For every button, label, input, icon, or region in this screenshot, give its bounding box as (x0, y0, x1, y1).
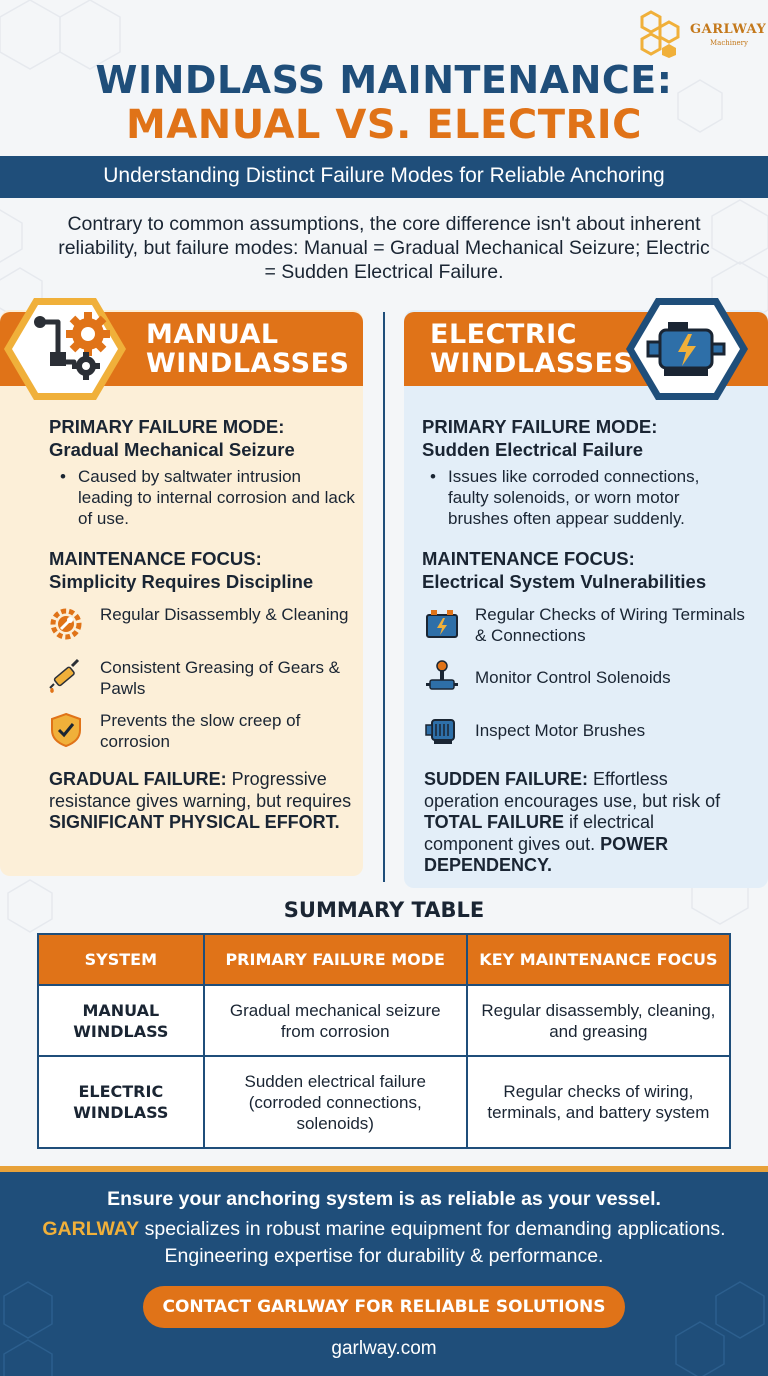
motor-icon (424, 712, 460, 748)
manual-item-3: Prevents the slow creep of corrosion (100, 711, 301, 751)
table-cell-maintenance: Regular checks of wiring, terminals, and battery system (467, 1056, 730, 1148)
table-row (38, 1056, 730, 1148)
electric-failure-note (424, 769, 744, 877)
logo-name: GARLWAY (690, 22, 767, 37)
electric-note-label: SUDDEN FAILURE: (424, 769, 589, 789)
solenoid-icon (424, 659, 460, 695)
manual-header-line1: MANUAL (146, 319, 279, 350)
manual-note-text: Progressive resistance gives warning, but requires (49, 769, 352, 811)
electric-item-3: Inspect Motor Brushes (475, 721, 646, 740)
table-header-maintenance: KEY MAINTENANCE FOCUS (467, 934, 730, 985)
intro-text: Contrary to common assumptions, the core difference isn't about inherent reliability, but failure modes: Manual = Gradual Mechanical Seizure; Electric = Sudden Electrical Failure. (58, 213, 710, 283)
electric-item-2: Monitor Control Solenoids (475, 668, 671, 687)
table-cell-failure: Sudden electrical failure (corroded connections, solenoids) (204, 1056, 467, 1148)
manual-failure-bullet: • Caused by saltwater intrusion leading to internal corrosion and lack of use. (78, 466, 358, 529)
manual-failure-subheading: Gradual Mechanical Seizure (49, 439, 295, 460)
battery-icon (424, 606, 460, 642)
manual-focus-heading: MAINTENANCE FOCUS: (49, 548, 262, 569)
honeycomb-logo-icon (638, 10, 690, 58)
grease-gun-icon (46, 658, 82, 694)
electric-focus-subheading: Electrical System Vulnerabilities (422, 571, 707, 592)
manual-failure-note (49, 769, 354, 834)
subtitle-band (0, 156, 768, 198)
website-link[interactable]: garlway.com (331, 1338, 437, 1359)
manual-crank-gear-icon (0, 292, 130, 406)
electric-item-1: Regular Checks of Wiring Terminals & Connections (475, 605, 745, 645)
manual-header-line2: WINDLASSES (146, 348, 350, 379)
footer-description (30, 1216, 738, 1270)
shield-check-icon (48, 712, 84, 748)
table-row (38, 985, 730, 1056)
electric-failure-bullet: • Issues like corroded connections, faulty solenoids, or worn motor brushes often appear suddenly. (448, 466, 738, 529)
summary-table (37, 933, 731, 1149)
electric-header-line1: ELECTRIC (430, 319, 577, 350)
table-cell-failure: Gradual mechanical seizure from corrosion (204, 985, 467, 1056)
electric-note-text2: if electrical component gives out. (424, 812, 655, 854)
garlway-logo (638, 10, 767, 58)
electric-note-emphasis2: POWER DEPENDENCY. (424, 833, 669, 875)
manual-item-2: Consistent Greasing of Gears & Pawls (100, 658, 341, 698)
footer (0, 1172, 768, 1376)
table-cell-system: MANUAL WINDLASS (38, 985, 204, 1056)
footer-headline: Ensure your anchoring system is as reliable as your vessel. (107, 1188, 661, 1210)
manual-failure-heading: PRIMARY FAILURE MODE: (49, 416, 285, 437)
electric-note-emphasis: TOTAL FAILURE (424, 812, 565, 832)
page-title-line2: MANUAL VS. ELECTRIC (125, 102, 643, 148)
manual-item-1: Regular Disassembly & Cleaning (100, 605, 349, 624)
footer-brand: GARLWAY (42, 1218, 140, 1240)
table-header-failure-mode: PRIMARY FAILURE MODE (204, 934, 467, 985)
manual-note-label: GRADUAL FAILURE: (49, 769, 227, 789)
electric-note-text: Effortless operation encourages use, but risk of (424, 769, 721, 811)
table-cell-maintenance: Regular disassembly, cleaning, and greasing (467, 985, 730, 1056)
contact-button[interactable]: CONTACT GARLWAY FOR RELIABLE SOLUTIONS (143, 1286, 625, 1328)
electric-header-line2: WINDLASSES (430, 348, 634, 379)
table-header-system: SYSTEM (38, 934, 204, 985)
manual-note-emphasis: SIGNIFICANT PHYSICAL EFFORT. (49, 812, 340, 832)
page-title-line1: WINDLASS MAINTENANCE: (95, 58, 673, 102)
electric-failure-heading: PRIMARY FAILURE MODE: (422, 416, 658, 437)
logo-subtitle: Machinery (710, 39, 748, 47)
electric-motor-badge-icon (622, 292, 752, 406)
wrench-gear-icon (48, 606, 84, 642)
summary-table-title: SUMMARY TABLE (283, 898, 485, 922)
table-cell-system: ELECTRIC WINDLASS (38, 1056, 204, 1148)
subtitle: Understanding Distinct Failure Modes for Reliable Anchoring (103, 164, 665, 187)
manual-focus-subheading: Simplicity Requires Discipline (49, 571, 314, 592)
footer-description-text: specializes in robust marine equipment for demanding applications. Engineering expertise for durability & performance. (139, 1218, 726, 1267)
column-divider (383, 312, 385, 882)
electric-failure-subheading: Sudden Electrical Failure (422, 439, 644, 460)
electric-focus-heading: MAINTENANCE FOCUS: (422, 548, 635, 569)
